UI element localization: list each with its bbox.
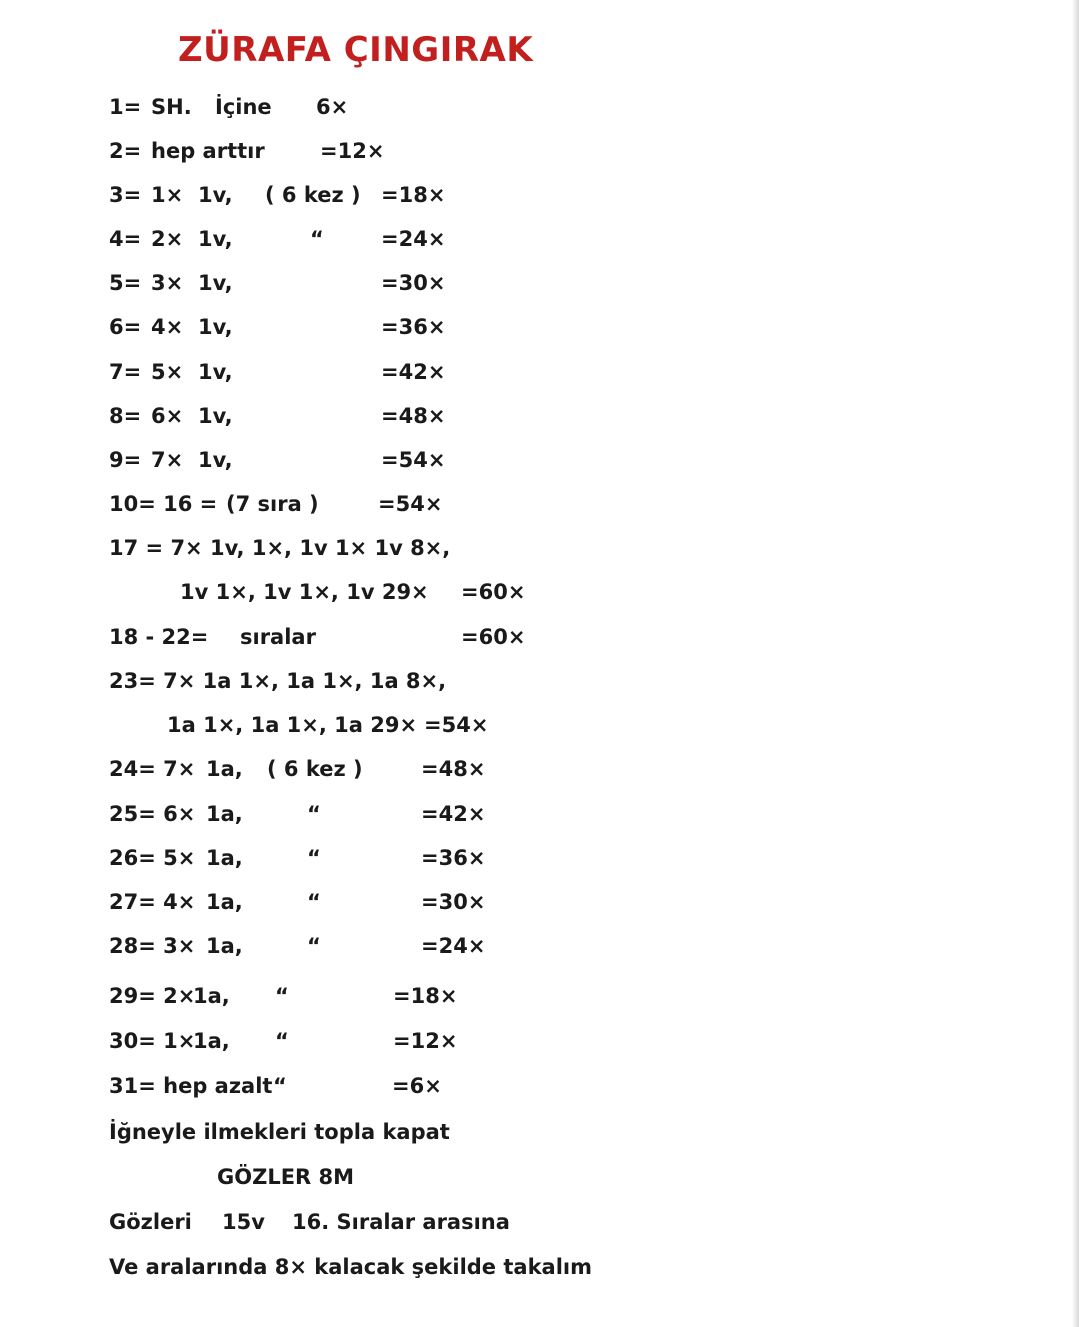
row-count: 1× [151,183,184,207]
ditto-mark: “ [307,802,321,826]
row-number: 5= [109,271,142,295]
row-total: =42× [421,802,486,826]
row-number: 3= [109,183,142,207]
row-instruction: 1a 1×, 1a 1×, 1a 29× [167,713,418,737]
row-number: 7= [109,360,142,384]
row-total: =60× [461,580,526,604]
row-number: 8= [109,404,142,428]
row-total: =30× [421,890,486,914]
row-instruction: SH. [151,95,192,119]
row-number: 10= 16 = [109,492,218,516]
row-repeat: ( 6 kez ) [265,183,361,207]
row-total: =36× [381,315,446,339]
eyes-label: Gözleri [109,1210,192,1234]
row-stitch: 1v, [198,404,233,428]
row-number: 28= 3× [109,934,196,958]
row-instruction: 1v 1×, 1v 1×, 1v 29× [180,580,429,604]
row-total: =60× [461,625,526,649]
row-stitch: 1v, [198,360,233,384]
eyes-stitch: 15v [222,1210,265,1234]
row-stitch: 1v, [198,448,233,472]
row-number: 18 - 22= [109,625,209,649]
row-number: 30= 1× [109,1029,196,1053]
row-instruction: sıralar [240,625,316,649]
row-instruction: 23= 7× 1a 1×, 1a 1×, 1a 8×, [109,669,447,693]
row-count: 3× [151,271,184,295]
row-stitch: 1a, [193,984,230,1008]
row-count: 6× [151,404,184,428]
row-total: =48× [421,757,486,781]
row-total: =54× [378,492,443,516]
row-count: 7× [151,448,184,472]
row-total: =54× [381,448,446,472]
eyes-heading-text: GÖZLER 8M [217,1165,355,1189]
row-total: =30× [381,271,446,295]
row-total: =54× [424,713,489,737]
row-count: 2× [151,227,184,251]
row-total: =24× [421,934,486,958]
row-total: =18× [393,984,458,1008]
row-number: 24= 7× [109,757,196,781]
row-number: 6= [109,315,142,339]
ditto-mark: “ [307,890,321,914]
row-stitch: 1a, [206,934,243,958]
row-stitch: 1a, [193,1029,230,1053]
ditto-mark: “ [307,934,321,958]
row-total: =18× [381,183,446,207]
row-total: =48× [381,404,446,428]
row-stitch: 1a, [206,846,243,870]
row-stitch: 1a, [206,890,243,914]
row-number: 1= [109,95,142,119]
eyes-placement: 16. Sıralar arasına [292,1210,510,1234]
row-stitch: 1a, [206,757,243,781]
ditto-mark: “ [307,846,321,870]
row-total: =12× [393,1029,458,1053]
row-total: =42× [381,360,446,384]
row-instruction: hep arttır [151,139,265,163]
row-number: 29= 2× [109,984,196,1008]
row-total: =6× [392,1074,442,1098]
row-total: 6× [316,95,349,119]
row-note: İçine [215,95,272,119]
ditto-mark: “ [310,227,324,251]
row-number: 27= 4× [109,890,196,914]
ditto-mark: “ [275,984,289,1008]
document-title: ZÜRAFA ÇINGIRAK [178,30,534,70]
row-total: =12× [320,139,385,163]
row-number: 26= 5× [109,846,196,870]
row-stitch: 1v, [198,315,233,339]
row-stitch: 1v, [198,271,233,295]
row-count: 5× [151,360,184,384]
row-count: 4× [151,315,184,339]
ditto-mark: “ [273,1074,287,1098]
row-stitch: 1a, [206,802,243,826]
row-stitch: 1v, [198,227,233,251]
row-number: 4= [109,227,142,251]
row-total: =24× [381,227,446,251]
closing-text: İğneyle ilmekleri topla kapat [109,1120,450,1144]
row-instruction: 17 = 7× 1v, 1×, 1v 1× 1v 8×, [109,536,451,560]
final-text: Ve aralarında 8× kalacak şekilde takalım [109,1255,592,1279]
row-repeat: (7 sıra ) [226,492,319,516]
row-total: =36× [421,846,486,870]
row-number: 9= [109,448,142,472]
row-number: 25= 6× [109,802,196,826]
row-instruction: 31= hep azalt [109,1074,273,1098]
ditto-mark: “ [275,1029,289,1053]
row-number: 2= [109,139,142,163]
row-stitch: 1v, [198,183,233,207]
row-repeat: ( 6 kez ) [267,757,363,781]
page-edge-shadow [1072,0,1079,1327]
